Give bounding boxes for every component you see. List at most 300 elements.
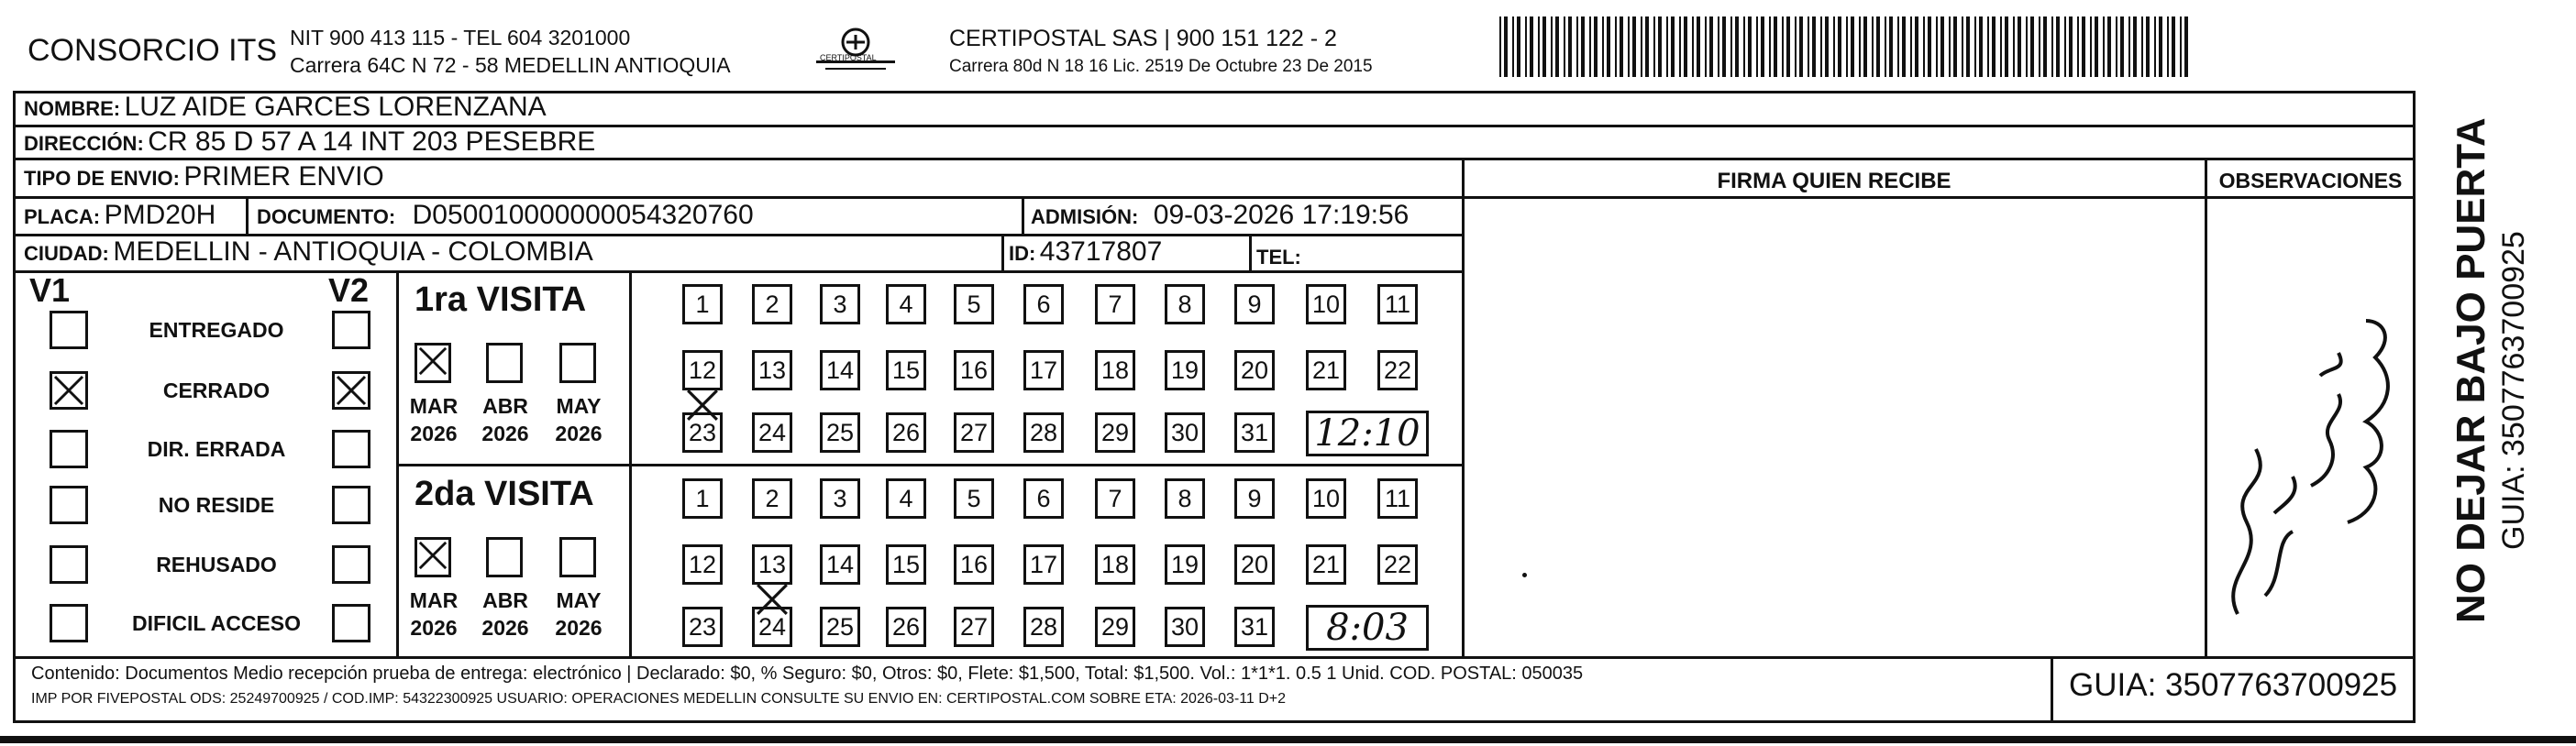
city-value: MEDELLIN - ANTIOQUIA - COLOMBIA	[113, 236, 593, 267]
day-number: 24	[757, 419, 787, 446]
footer-guia-border	[2051, 656, 2053, 722]
barcode-bar	[1666, 16, 1668, 77]
footer-imp: IMP POR FIVEPOSTAL ODS: 25249700925 / COD.IMP: 54322300925 USUARIO: OPERACIONES MEDELLIN CONSULTE SU ENVIO EN: CERTIPOSTAL.COM SOBRE ETA: 2026-03-11 D+2	[31, 691, 1287, 707]
day-checkbox[interactable]	[682, 544, 723, 585]
barcode-bar	[1632, 16, 1636, 77]
day-number: 22	[1383, 551, 1412, 578]
day-checkbox[interactable]	[1234, 478, 1275, 519]
barcode-bar	[2141, 16, 2143, 77]
document-value: D050010000000054320760	[412, 200, 754, 230]
day-number: 2	[765, 485, 779, 512]
day-checkbox[interactable]	[820, 544, 860, 585]
day-checkbox[interactable]	[1095, 607, 1135, 647]
day-number: 14	[825, 551, 855, 578]
barcode-bar	[1902, 16, 1906, 77]
barcode-bar	[2116, 16, 2117, 77]
day-checkbox[interactable]	[1165, 412, 1205, 453]
day-checkbox[interactable]	[954, 478, 994, 519]
day-checkbox[interactable]	[1377, 284, 1418, 324]
barcode-bar	[1910, 16, 1912, 77]
id-divider	[1001, 234, 1004, 272]
day-checkbox[interactable]	[682, 350, 723, 390]
visit-divider	[396, 464, 1464, 466]
day-checkbox[interactable]	[1165, 478, 1205, 519]
day-checkbox[interactable]	[682, 412, 723, 453]
day-number: 29	[1100, 419, 1130, 446]
day-checkbox[interactable]	[752, 544, 792, 585]
barcode-bar	[2069, 16, 2073, 77]
month-year: 2026	[555, 616, 603, 640]
barcode-bar	[1564, 16, 1565, 77]
day-number: 23	[688, 613, 717, 641]
barcode-bar	[1735, 16, 1739, 77]
status-v1-checkbox[interactable]	[50, 311, 88, 349]
logo-text: CERTIPOSTAL	[820, 53, 877, 62]
status-v1-checkbox[interactable]	[50, 604, 88, 642]
month-name: ABR	[482, 394, 528, 418]
day-number: 20	[1240, 551, 1269, 578]
certipostal-logo	[807, 26, 904, 79]
type-label: TIPO DE ENVIO:	[24, 167, 180, 190]
day-checkbox[interactable]	[886, 478, 926, 519]
day-number: 18	[1100, 357, 1130, 384]
barcode-bar	[1897, 16, 1899, 77]
day-number: 12	[688, 551, 717, 578]
recipient-address: CR 85 D 57 A 14 INT 203 PESEBRE	[148, 126, 596, 157]
day-checkbox[interactable]	[1095, 284, 1135, 324]
plate-row	[24, 200, 216, 231]
day-checkbox[interactable]	[1306, 284, 1346, 324]
barcode-bar	[1812, 16, 1816, 77]
handwritten-time-box	[1306, 411, 1429, 456]
day-number: 3	[833, 291, 847, 318]
barcode-bar	[1504, 16, 1508, 77]
day-number: 24	[757, 613, 787, 641]
month-name: MAR	[409, 394, 459, 418]
day-checkbox[interactable]	[1095, 478, 1135, 519]
day-number: 4	[899, 291, 913, 318]
tel-label: TEL:	[1256, 246, 1301, 269]
day-number: 20	[1240, 357, 1269, 384]
barcode-bar	[1872, 16, 1874, 77]
barcode-bar	[2090, 16, 2092, 77]
barcode-bar	[1987, 16, 1989, 77]
month-checkbox[interactable]	[486, 537, 523, 577]
barcode-bar	[1808, 16, 1809, 77]
day-checkbox[interactable]	[1023, 412, 1064, 453]
company-line-1: NIT 900 413 115 - TEL 604 3201000	[290, 26, 631, 49]
barcode-bar	[2000, 16, 2002, 77]
barcode-bar	[1542, 16, 1546, 77]
visit-title: 2da VISITA	[415, 475, 594, 513]
day-number: 21	[1311, 357, 1341, 384]
barcode-bar	[2184, 16, 2188, 77]
barcode-bar	[1756, 16, 1758, 77]
barcode-bar	[1876, 16, 1880, 77]
day-checkbox[interactable]	[1377, 478, 1418, 519]
day-checkbox[interactable]	[820, 350, 860, 390]
day-number: 10	[1311, 291, 1341, 318]
admission-row	[1031, 200, 1409, 231]
barcode-bar	[1940, 16, 1944, 77]
day-checkbox[interactable]	[1306, 478, 1346, 519]
barcode-bar	[1697, 16, 1700, 77]
day-number: 17	[1029, 551, 1058, 578]
barcode-bar	[1684, 16, 1687, 77]
barcode-bar	[1551, 16, 1553, 77]
month-year: 2026	[555, 422, 603, 445]
day-checkbox[interactable]	[954, 284, 994, 324]
frame-right	[2413, 91, 2416, 723]
day-number: 15	[891, 551, 921, 578]
barcode-bar	[1679, 16, 1681, 77]
address-row	[24, 126, 595, 158]
status-label: DIFICIL ACCESO	[131, 611, 301, 635]
id-value: 43717807	[1039, 236, 1163, 267]
day-checkbox[interactable]	[820, 607, 860, 647]
barcode-bar	[2172, 16, 2175, 77]
barcode-bar	[1928, 16, 1931, 77]
name-row	[24, 92, 547, 123]
month-year: 2026	[410, 616, 458, 640]
day-checkbox[interactable]	[820, 478, 860, 519]
day-checkbox[interactable]	[1377, 350, 1418, 390]
day-number: 28	[1029, 613, 1058, 641]
day-checkbox[interactable]	[886, 412, 926, 453]
day-checkbox[interactable]	[682, 478, 723, 519]
handwritten-time: 12:10	[1314, 412, 1421, 455]
day-number: 14	[825, 357, 855, 384]
day-checkbox[interactable]	[1165, 284, 1205, 324]
footer-bottom	[13, 720, 2416, 723]
day-number: 16	[959, 357, 989, 384]
barcode-bar	[1589, 16, 1591, 77]
status-v2-checkbox[interactable]	[332, 430, 370, 468]
handwritten-observation	[2210, 211, 2412, 651]
day-checkbox[interactable]	[752, 412, 792, 453]
day-checkbox[interactable]	[954, 607, 994, 647]
admission-label: ADMISIÓN:	[1031, 205, 1139, 228]
day-number: 9	[1247, 291, 1262, 318]
day-number: 26	[891, 613, 921, 641]
shipment-type: PRIMER ENVIO	[183, 161, 384, 192]
day-checkbox[interactable]	[1377, 544, 1418, 585]
barcode-bar	[1962, 16, 1963, 77]
day-number: 19	[1170, 357, 1200, 384]
barcode	[1499, 16, 2196, 81]
barcode-bar	[1512, 16, 1514, 77]
status-v1-checkbox[interactable]	[50, 486, 88, 524]
barcode-bar	[1748, 16, 1752, 77]
day-number: 27	[959, 613, 989, 641]
day-number: 5	[967, 485, 981, 512]
day-number: 13	[757, 357, 787, 384]
barcode-bar	[1607, 16, 1610, 77]
barcode-bar	[1915, 16, 1918, 77]
day-checkbox[interactable]	[886, 284, 926, 324]
day-number: 28	[1029, 419, 1058, 446]
day-number: 30	[1170, 613, 1200, 641]
day-checkbox[interactable]	[1234, 607, 1275, 647]
address-label: DIRECCIÓN:	[24, 132, 144, 155]
day-checkbox[interactable]	[1234, 350, 1275, 390]
day-checkbox[interactable]	[820, 412, 860, 453]
signature-dot	[1522, 573, 1527, 577]
barcode-bar	[2018, 16, 2021, 77]
month-checkbox[interactable]	[559, 537, 596, 577]
barcode-bar	[2056, 16, 2060, 77]
barcode-bar	[1833, 16, 1835, 77]
barcode-bar	[1820, 16, 1822, 77]
day-number: 22	[1383, 357, 1412, 384]
admission-divider	[1022, 196, 1024, 235]
day-checkbox[interactable]	[886, 607, 926, 647]
barcode-bar	[1863, 16, 1867, 77]
status-v2-checkbox[interactable]	[332, 545, 370, 584]
barcode-bar	[1885, 16, 1886, 77]
day-number: 26	[891, 419, 921, 446]
barcode-bar	[1846, 16, 1848, 77]
status-label: CERRADO	[162, 378, 271, 402]
day-checkbox[interactable]	[1306, 350, 1346, 390]
day-number: 23	[688, 419, 717, 446]
day-number: 8	[1177, 291, 1192, 318]
barcode-bar	[2103, 16, 2105, 77]
day-number: 4	[899, 485, 913, 512]
visit-title: 1ra VISITA	[415, 280, 587, 319]
day-checkbox[interactable]	[1023, 544, 1064, 585]
side-guia: GUIA: 3507763700925	[2496, 231, 2531, 550]
barcode-bar	[1966, 16, 1970, 77]
barcode-bar	[1709, 16, 1713, 77]
day-checkbox[interactable]	[1095, 412, 1135, 453]
barcode-bar	[1602, 16, 1604, 77]
barcode-bar	[1795, 16, 1797, 77]
day-number: 15	[891, 357, 921, 384]
observations-header: OBSERVACIONES	[2218, 169, 2403, 192]
barcode-bar	[1743, 16, 1745, 77]
status-v2-checkbox[interactable]	[332, 486, 370, 524]
day-number: 1	[695, 485, 710, 512]
day-checkbox[interactable]	[1095, 350, 1135, 390]
day-checkbox[interactable]	[954, 412, 994, 453]
month-checkbox[interactable]	[559, 343, 596, 383]
day-checkbox[interactable]	[1023, 284, 1064, 324]
row-divider-city	[13, 270, 1464, 273]
obs-left-border	[2205, 158, 2207, 658]
barcode-bar	[1718, 16, 1719, 77]
barcode-bar	[2077, 16, 2079, 77]
day-number: 18	[1100, 551, 1130, 578]
day-checkbox[interactable]	[954, 350, 994, 390]
carrier-line-1: CERTIPOSTAL SAS | 900 151 122 - 2	[949, 26, 1337, 51]
barcode-bar	[1658, 16, 1662, 77]
day-number: 19	[1170, 551, 1200, 578]
day-number: 11	[1384, 485, 1411, 512]
barcode-bar	[1641, 16, 1642, 77]
day-checkbox[interactable]	[886, 350, 926, 390]
barcode-bar	[1555, 16, 1559, 77]
barcode-bar	[1769, 16, 1771, 77]
row-divider-address	[13, 158, 2416, 160]
day-checkbox[interactable]	[1306, 544, 1346, 585]
day-checkbox[interactable]	[954, 544, 994, 585]
admission-value: 09-03-2026 17:19:56	[1153, 200, 1410, 230]
barcode-bar	[1730, 16, 1732, 77]
plate-divider	[246, 196, 249, 235]
plate-label: PLACA:	[24, 205, 101, 228]
barcode-bar	[1774, 16, 1777, 77]
barcode-bar	[1517, 16, 1520, 77]
barcode-bar	[2146, 16, 2150, 77]
day-number: 11	[1384, 291, 1411, 318]
handwritten-time: 8:03	[1326, 607, 1409, 649]
barcode-bar	[2026, 16, 2028, 77]
day-checkbox[interactable]	[1165, 607, 1205, 647]
day-checkbox[interactable]	[1165, 350, 1205, 390]
status-v1-checkbox[interactable]	[50, 371, 88, 410]
document-label: DOCUMENTO:	[257, 205, 396, 228]
barcode-bar	[2064, 16, 2066, 77]
no-dejar-bajo-puerta: NO DEJAR BAJO PUERTA	[2449, 117, 2493, 623]
status-v2-checkbox[interactable]	[332, 604, 370, 642]
month-name: MAY	[556, 588, 602, 612]
barcode-bar	[1979, 16, 1983, 77]
day-number: 31	[1240, 419, 1269, 446]
status-label: NO RESIDE	[158, 493, 275, 517]
barcode-bar	[2133, 16, 2137, 77]
day-checkbox[interactable]	[752, 478, 792, 519]
day-number: 9	[1247, 485, 1262, 512]
barcode-bar	[2154, 16, 2156, 77]
status-v1-checkbox[interactable]	[50, 545, 88, 584]
day-number: 2	[765, 291, 779, 318]
tel-divider	[1249, 234, 1252, 272]
day-checkbox[interactable]	[682, 284, 723, 324]
barcode-bar	[1576, 16, 1578, 77]
barcode-bar	[1615, 16, 1617, 77]
day-number: 16	[959, 551, 989, 578]
type-row	[24, 161, 384, 192]
barcode-bar	[1761, 16, 1764, 77]
barcode-bar	[1628, 16, 1630, 77]
frame-left	[13, 91, 16, 723]
barcode-bar	[1645, 16, 1649, 77]
barcode-bar	[1889, 16, 1893, 77]
day-checkbox[interactable]	[1165, 544, 1205, 585]
barcode-bar	[1653, 16, 1655, 77]
status-label: REHUSADO	[156, 553, 277, 576]
barcode-bar	[1620, 16, 1623, 77]
barcode-bar	[2082, 16, 2085, 77]
barcode-bar	[1949, 16, 1951, 77]
day-number: 3	[833, 485, 847, 512]
barcode-bar	[1671, 16, 1675, 77]
day-checkbox[interactable]	[752, 284, 792, 324]
city-label: CIUDAD:	[24, 242, 109, 265]
day-checkbox[interactable]	[1234, 544, 1275, 585]
day-number: 29	[1100, 613, 1130, 641]
month-checkbox[interactable]	[415, 537, 451, 577]
barcode-bar	[1851, 16, 1854, 77]
day-number: 6	[1036, 291, 1051, 318]
barcode-bar	[1992, 16, 1996, 77]
footer-content: Contenido: Documentos Medio recepción prueba de entrega: electrónico | Declarado: $0, % Seguro: $0, Otros: $0, Flete: $1,500, Total: $1,500. Vol.: 1*1*1. 0.5 1 Unid. COD. POSTAL: 050035	[31, 664, 1584, 684]
barcode-bar	[2030, 16, 2034, 77]
barcode-bar	[2095, 16, 2098, 77]
barcode-bar	[1786, 16, 1790, 77]
name-label: NOMBRE:	[24, 97, 121, 120]
month-checkbox[interactable]	[415, 343, 451, 383]
month-year: 2026	[481, 616, 529, 640]
day-checkbox[interactable]	[1095, 544, 1135, 585]
day-number: 6	[1036, 485, 1051, 512]
day-checkbox[interactable]	[886, 544, 926, 585]
plate-value: PMD20H	[104, 200, 216, 230]
v2-header: V2	[328, 271, 370, 309]
day-checkbox[interactable]	[1023, 607, 1064, 647]
day-checkbox[interactable]	[752, 607, 792, 647]
barcode-bar	[1782, 16, 1784, 77]
barcode-bar	[1974, 16, 1976, 77]
day-number: 17	[1029, 357, 1058, 384]
barcode-bar	[1594, 16, 1598, 77]
id-row	[1009, 236, 1162, 268]
barcode-bar	[1799, 16, 1803, 77]
day-checkbox[interactable]	[1023, 350, 1064, 390]
day-checkbox[interactable]	[1234, 284, 1275, 324]
barcode-bar	[2013, 16, 2015, 77]
handwritten-time-box	[1306, 605, 1429, 651]
signature-header: FIRMA QUIEN RECIBE	[1717, 169, 1951, 193]
status-v1-checkbox[interactable]	[50, 430, 88, 468]
barcode-bar	[1838, 16, 1841, 77]
day-checkbox[interactable]	[752, 350, 792, 390]
day-number: 25	[825, 419, 855, 446]
barcode-bar	[2167, 16, 2169, 77]
page-bottom-edge	[0, 736, 2576, 743]
day-checkbox[interactable]	[820, 284, 860, 324]
month-name: MAY	[556, 394, 602, 418]
barcode-bar	[1568, 16, 1572, 77]
company-name: CONSORCIO ITS	[28, 33, 278, 68]
month-checkbox[interactable]	[486, 343, 523, 383]
day-checkbox[interactable]	[1234, 412, 1275, 453]
barcode-bar	[1581, 16, 1585, 77]
footer-guia: GUIA: 3507763700925	[2069, 667, 2398, 703]
barcode-bar	[2107, 16, 2111, 77]
status-v2-checkbox[interactable]	[332, 311, 370, 349]
day-number: 13	[757, 551, 787, 578]
row-divider-type	[13, 196, 1464, 199]
month-year: 2026	[481, 422, 529, 445]
day-number: 7	[1108, 485, 1122, 512]
status-v2-checkbox[interactable]	[332, 371, 370, 410]
barcode-bar	[1538, 16, 1540, 77]
day-checkbox[interactable]	[682, 607, 723, 647]
day-number: 7	[1108, 291, 1122, 318]
barcode-bar	[1825, 16, 1829, 77]
month-name: ABR	[482, 588, 528, 612]
barcode-bar	[2180, 16, 2182, 77]
day-checkbox[interactable]	[1023, 478, 1064, 519]
day-number: 21	[1311, 551, 1341, 578]
barcode-bar	[2005, 16, 2008, 77]
barcode-bar	[1859, 16, 1861, 77]
frame-bottom	[13, 656, 2416, 659]
status-label: ENTREGADO	[149, 318, 284, 342]
day-number: 25	[825, 613, 855, 641]
